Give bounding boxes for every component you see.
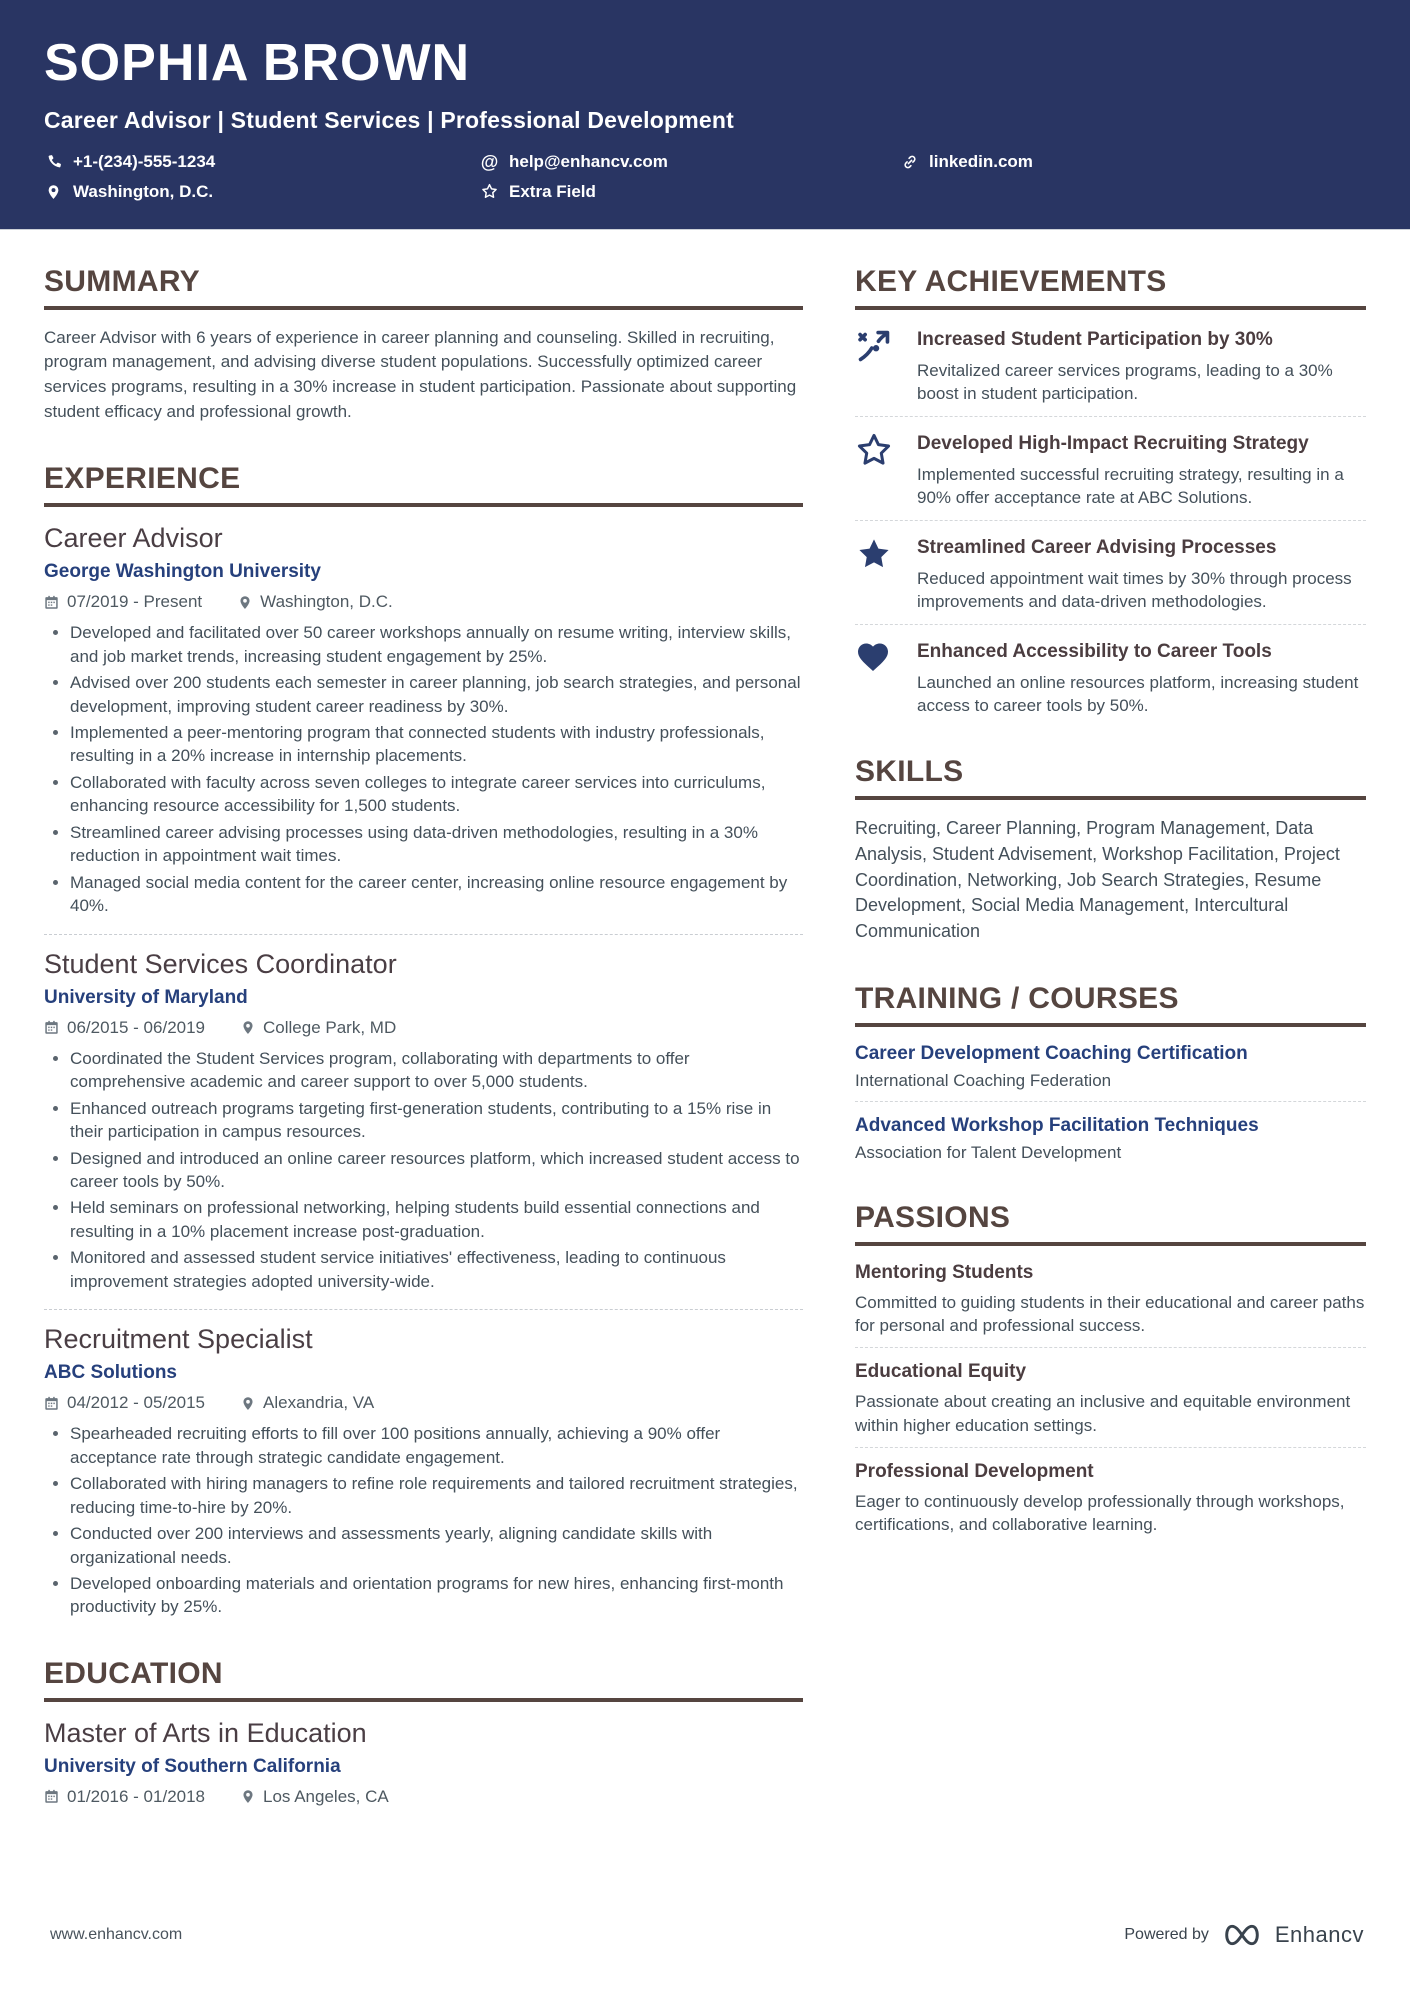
job-location: College Park, MD — [241, 1018, 396, 1038]
job-bullet: • Collaborated with hiring managers to refine role requirements and tailored recruitment strategies, reducing time-to-hire by 20%. — [70, 1472, 803, 1519]
job-bullet: • Monitored and assessed student service initiatives' effectiveness, leading to continuous improvement strategies adopted university-wide. — [70, 1246, 803, 1293]
job-company: George Washington University — [44, 561, 321, 583]
dashed-divider — [855, 624, 1366, 625]
job-entry — [44, 949, 803, 1294]
job-bullet: • Developed onboarding materials and orientation programs for new hires, enhancing first-month productivity by 25%. — [70, 1572, 803, 1619]
dashed-divider — [44, 1309, 803, 1310]
job-meta — [44, 1393, 803, 1413]
job-bullet-list — [44, 621, 803, 917]
job-meta — [44, 592, 803, 612]
contact-link[interactable] — [900, 152, 1366, 172]
skills-heading: SKILLS — [855, 755, 1366, 800]
achievement-text: Reduced appointment wait times by 30% through process improvements and data-driven methodologies. — [917, 569, 1352, 612]
star-outline-icon — [855, 430, 899, 469]
achievement-title: Developed High-Impact Recruiting Strategy — [917, 432, 1309, 454]
dashed-divider — [855, 520, 1366, 521]
job-title: Student Services Coordinator — [44, 948, 397, 979]
link-text: linkedin.com — [929, 151, 1033, 171]
job-bullet: • Enhanced outreach programs targeting first-generation students, contributing to a 15% rise in their participation in campus resources. — [70, 1097, 803, 1144]
job-meta — [44, 1018, 803, 1038]
phone-icon — [44, 153, 63, 170]
achievement-title: Streamlined Career Advising Processes — [917, 536, 1277, 558]
left-column — [44, 265, 803, 1845]
powered-by — [1124, 1919, 1364, 1951]
passions-heading: PASSIONS — [855, 1201, 1366, 1246]
passion-text: Committed to guiding students in their educational and career paths for personal and professional success. — [855, 1293, 1365, 1336]
contact-phone[interactable] — [44, 152, 480, 172]
enhancv-logo — [1220, 1919, 1264, 1951]
passion-title: Professional Development — [855, 1460, 1094, 1482]
skills-section — [855, 755, 1366, 944]
passion-text: Passionate about creating an inclusive and equitable environment within higher education settings. — [855, 1392, 1351, 1435]
summary-section — [44, 265, 803, 425]
training-heading: TRAINING / COURSES — [855, 982, 1366, 1027]
course-provider: International Coaching Federation — [855, 1071, 1112, 1091]
job-bullet: • Held seminars on professional networking, helping students build essential connections and resulting in a 10% placement increase post-graduation. — [70, 1196, 803, 1243]
email-address: help@enhancv.com — [509, 151, 668, 171]
job-title: Recruitment Specialist — [44, 1324, 313, 1355]
job-entry — [44, 1324, 803, 1619]
heart-icon — [855, 638, 899, 675]
job-bullet: • Advised over 200 students each semester in career planning, job search strategies, and personal development, improving student career readiness by 30%. — [70, 671, 803, 718]
dashed-divider — [855, 416, 1366, 417]
job-bullet: • Designed and introduced an online career resources platform, which increased student access to career tools by 50%. — [70, 1147, 803, 1194]
calendar-icon — [44, 1789, 59, 1804]
candidate-name: SOPHIA BROWN — [44, 34, 471, 92]
job-dates: 06/2015 - 06/2019 — [44, 1018, 205, 1038]
star-filled-icon — [855, 534, 899, 573]
job-dates: 07/2019 - Present — [44, 592, 202, 612]
dashed-divider — [855, 1101, 1366, 1102]
course-title: Advanced Workshop Facilitation Techniques — [855, 1115, 1259, 1137]
location-text: Washington, D.C. — [73, 181, 214, 201]
education-heading: EDUCATION — [44, 1657, 803, 1702]
job-bullet: • Implemented a peer-mentoring program that connected students with industry professionals, resulting in a 20% increase in internship placements. — [70, 721, 803, 768]
school-name: University of Southern California — [44, 1755, 341, 1777]
headline: Career Advisor | Student Services | Professional Development — [44, 106, 734, 133]
achievement-item — [855, 326, 1366, 406]
content-columns — [0, 229, 1410, 1845]
calendar-icon — [44, 595, 59, 610]
passion-entry — [855, 1461, 1366, 1536]
page-footer — [50, 1919, 1364, 1951]
experience-heading: EXPERIENCE — [44, 462, 803, 507]
passion-title: Educational Equity — [855, 1361, 1027, 1383]
education-dates: 01/2016 - 01/2018 — [44, 1787, 205, 1807]
passion-title: Mentoring Students — [855, 1262, 1034, 1284]
achievement-item — [855, 430, 1366, 510]
link-icon — [900, 153, 919, 170]
achievements-heading: KEY ACHIEVEMENTS — [855, 265, 1366, 310]
job-title: Career Advisor — [44, 523, 223, 554]
job-bullet: • Managed social media content for the career center, increasing online resource engagement by 40%. — [70, 871, 803, 918]
education-section — [44, 1657, 803, 1807]
job-company: ABC Solutions — [44, 1362, 177, 1384]
job-company: University of Maryland — [44, 986, 248, 1008]
calendar-icon — [44, 1396, 59, 1411]
job-bullet: • Streamlined career advising processes using data-driven methodologies, resulting in a 30% reduction in appointment wait times. — [70, 821, 803, 868]
passion-entry — [855, 1361, 1366, 1436]
location-pin-icon — [238, 595, 252, 610]
achievement-text: Revitalized career services programs, leading to a 30% boost in student participation. — [917, 361, 1333, 404]
course-entry — [855, 1043, 1366, 1091]
strategy-icon — [855, 326, 899, 365]
achievement-title: Enhanced Accessibility to Career Tools — [917, 640, 1272, 662]
achievement-title: Increased Student Participation by 30% — [917, 328, 1273, 350]
education-meta — [44, 1787, 803, 1807]
job-bullet-list — [44, 1047, 803, 1294]
achievement-item — [855, 638, 1366, 718]
star-outline-icon — [480, 183, 499, 200]
achievement-text: Launched an online resources platform, increasing student access to career tools by 50%. — [917, 673, 1359, 716]
job-bullet: • Spearheaded recruiting efforts to fill over 100 positions annually, achieving a 90% offer acceptance rate through strategic candidate engagement. — [70, 1422, 803, 1469]
achievements-section — [855, 265, 1366, 718]
contact-location — [44, 182, 480, 202]
passions-section — [855, 1201, 1366, 1536]
resume-header — [0, 0, 1410, 229]
job-location: Washington, D.C. — [238, 592, 393, 612]
achievement-item — [855, 534, 1366, 614]
location-pin-icon — [44, 183, 63, 200]
phone-number: +1-(234)-555-1234 — [73, 151, 216, 171]
job-entry — [44, 523, 803, 917]
course-entry — [855, 1115, 1366, 1163]
contact-email[interactable] — [480, 152, 900, 172]
summary-text: Career Advisor with 6 years of experience in career planning and counseling. Skilled in recruiting, program management, and advising diverse student populations. Successfully optimized career services programs, resulting in a 30% increase in student participation. Passionate about supporting student efficacy and professional growth. — [44, 327, 797, 421]
location-pin-icon — [241, 1396, 255, 1411]
job-location: Alexandria, VA — [241, 1393, 374, 1413]
training-section — [855, 982, 1366, 1163]
dashed-divider — [855, 1347, 1366, 1348]
passion-text: Eager to continuously develop professionally through workshops, certifications, and collaborative learning. — [855, 1491, 1345, 1534]
course-provider: Association for Talent Development — [855, 1143, 1122, 1163]
powered-by-label: Powered by — [1124, 1926, 1209, 1943]
achievement-text: Implemented successful recruiting strategy, resulting in a 90% offer acceptance rate at ABC Solutions. — [917, 465, 1344, 508]
location-pin-icon — [241, 1020, 255, 1035]
contact-info — [44, 152, 1366, 202]
job-bullet-list — [44, 1422, 803, 1619]
summary-heading: SUMMARY — [44, 265, 803, 310]
job-bullet: • Collaborated with faculty across seven colleges to integrate career services into curriculums, enhancing resource accessibility for 1,500 students. — [70, 771, 803, 818]
job-bullet: • Conducted over 200 interviews and assessments yearly, aligning candidate skills with organizational needs. — [70, 1522, 803, 1569]
passion-entry — [855, 1262, 1366, 1337]
education-location: Los Angeles, CA — [241, 1787, 389, 1807]
dashed-divider — [855, 1447, 1366, 1448]
brand-wordmark[interactable]: Enhancv — [1274, 1922, 1364, 1947]
job-dates: 04/2012 - 05/2015 — [44, 1393, 205, 1413]
dashed-divider — [44, 934, 803, 935]
job-bullet: • Developed and facilitated over 50 career workshops annually on resume writing, interview skills, and job market trends, increasing student engagement by 25%. — [70, 621, 803, 668]
footer-url[interactable]: www.enhancv.com — [50, 1926, 183, 1943]
calendar-icon — [44, 1020, 59, 1035]
contact-extra-field — [480, 182, 900, 202]
extra-field-text: Extra Field — [509, 181, 596, 201]
degree-title: Master of Arts in Education — [44, 1717, 367, 1748]
job-bullet: • Coordinated the Student Services program, collaborating with departments to offer comprehensive academic and career support to over 5,000 students. — [70, 1047, 803, 1094]
location-pin-icon — [241, 1789, 255, 1804]
experience-section — [44, 462, 803, 1619]
skills-list: Recruiting, Career Planning, Program Management, Data Analysis, Student Advisement, Workshop Facilitation, Project Coordination, Networking, Job Search Strategies, Resume Development, Social Media Management, Intercultural Communication — [855, 818, 1340, 941]
right-column — [855, 265, 1366, 1845]
at-icon: @ — [480, 151, 499, 172]
course-title: Career Development Coaching Certification — [855, 1043, 1248, 1065]
